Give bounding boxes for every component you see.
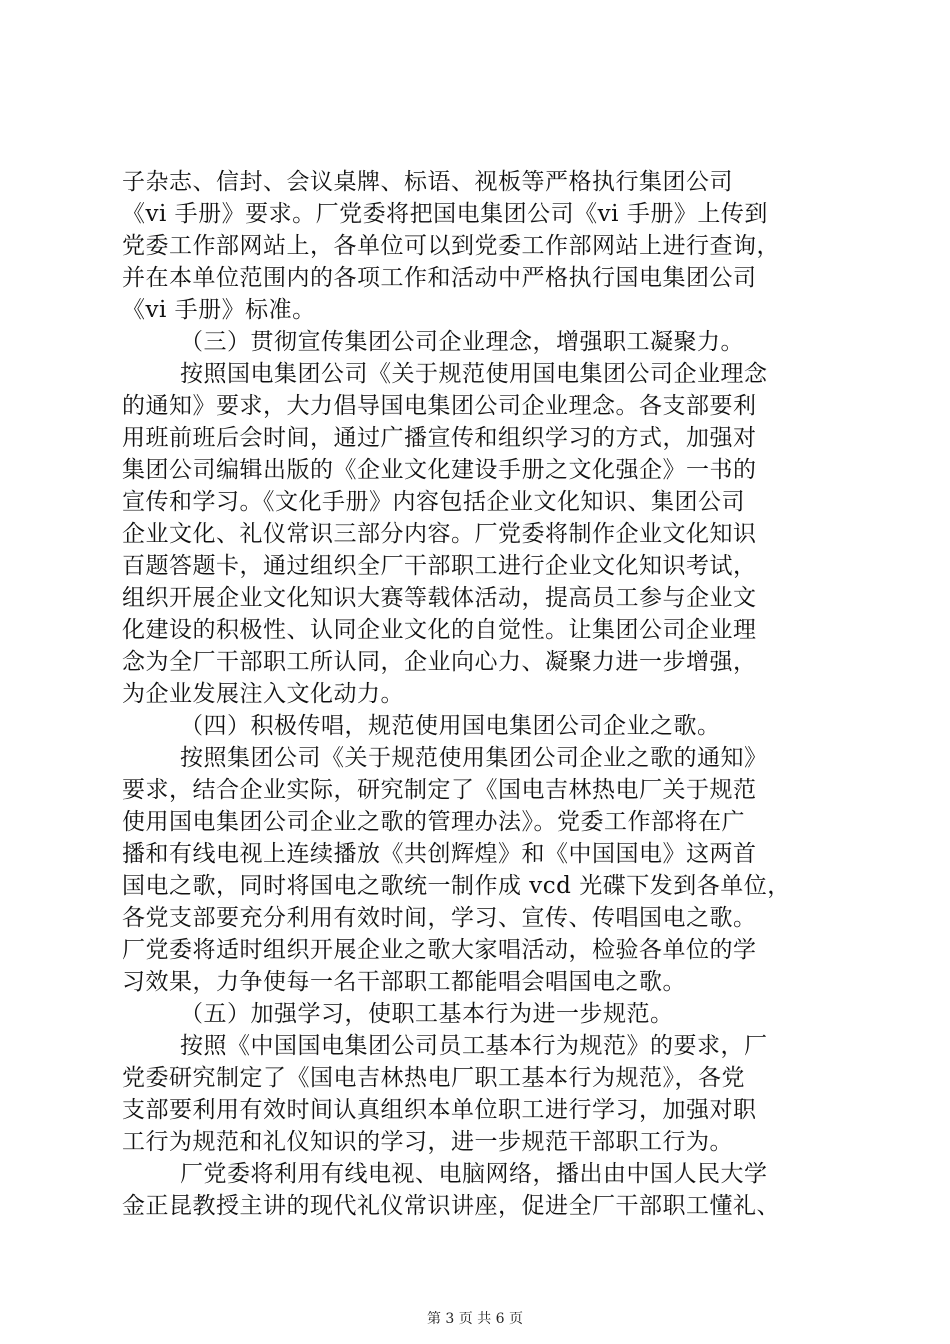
- text-line: 按照集团公司《关于规范使用集团公司企业之歌的通知》: [180, 745, 768, 771]
- text-line: 金正昆教授主讲的现代礼仪常识讲座，促进全厂干部职工懂礼、: [122, 1193, 780, 1219]
- text-line: 习效果，力争使每一名干部职工都能唱会唱国电之歌。: [122, 969, 686, 995]
- text-line: （五）加强学习，使职工基本行为进一步规范。: [180, 1001, 674, 1027]
- text-line: 按照《中国国电集团公司员工基本行为规范》的要求，厂: [180, 1033, 768, 1059]
- text-line: 并在本单位范围内的各项工作和活动中严格执行国电集团公司: [122, 265, 757, 291]
- page-footer: 第 3 页 共 6 页: [426, 1311, 524, 1327]
- text-line: 使用国电集团公司企业之歌的管理办法》。党委工作部将在广: [122, 809, 745, 835]
- text-line: 国电之歌，同时将国电之歌统一制作成 vcd 光碟下发到各单位，: [122, 873, 791, 899]
- text-line: 厂党委将利用有线电视、电脑网络，播出由中国人民大学: [180, 1161, 768, 1187]
- text-line: 《vi 手册》要求。厂党委将把国电集团公司《vi 手册》上传到: [122, 201, 768, 227]
- text-line: 化建设的积极性、认同企业文化的自觉性。让集团公司企业理: [122, 617, 757, 643]
- text-line: 《vi 手册》标准。: [122, 297, 316, 323]
- text-line: 支部要利用有效时间认真组织本单位职工进行学习，加强对职: [122, 1097, 757, 1123]
- text-line: 企业文化、礼仪常识三部分内容。厂党委将制作企业文化知识: [122, 521, 757, 547]
- text-line: 厂党委将适时组织开展企业之歌大家唱活动，检验各单位的学: [122, 937, 757, 963]
- text-line: 念为全厂干部职工所认同，企业向心力、凝聚力进一步增强，: [122, 649, 757, 675]
- text-line: （三）贯彻宣传集团公司企业理念，增强职工凝聚力。: [180, 329, 744, 355]
- text-line: 组织开展企业文化知识大赛等载体活动，提高员工参与企业文: [122, 585, 757, 611]
- text-line: 集团公司编辑出版的《企业文化建设手册之文化强企》一书的: [122, 457, 757, 483]
- text-line: 宣传和学习。《文化手册》内容包括企业文化知识、集团公司: [122, 489, 745, 515]
- text-line: 子杂志、信封、会议桌牌、标语、视板等严格执行集团公司: [122, 169, 733, 195]
- text-line: 各党支部要充分利用有效时间，学习、宣传、传唱国电之歌。: [122, 905, 757, 931]
- text-line: 为企业发展注入文化动力。: [122, 681, 404, 707]
- text-line: 党委工作部网站上，各单位可以到党委工作部网站上进行查询，: [122, 233, 780, 259]
- text-line: 百题答题卡，通过组织全厂干部职工进行企业文化知识考试，: [122, 553, 757, 579]
- text-line: 按照国电集团公司《关于规范使用国电集团公司企业理念: [180, 361, 768, 387]
- text-line: 的通知》要求，大力倡导国电集团公司企业理念。各支部要利: [122, 393, 757, 419]
- text-line: 用班前班后会时间，通过广播宣传和组织学习的方式，加强对: [122, 425, 757, 451]
- text-line: 播和有线电视上连续播放《共创辉煌》和《中国国电》这两首: [122, 841, 757, 867]
- document-body: [122, 166, 834, 1222]
- text-line: 工行为规范和礼仪知识的学习，进一步规范干部职工行为。: [122, 1129, 733, 1155]
- text-line: 要求，结合企业实际，研究制定了《国电吉林热电厂关于规范: [122, 777, 757, 803]
- text-line: （四）积极传唱，规范使用国电集团公司企业之歌。: [180, 713, 721, 739]
- text-line: 党委研究制定了《国电吉林热电厂职工基本行为规范》，各党: [122, 1065, 745, 1091]
